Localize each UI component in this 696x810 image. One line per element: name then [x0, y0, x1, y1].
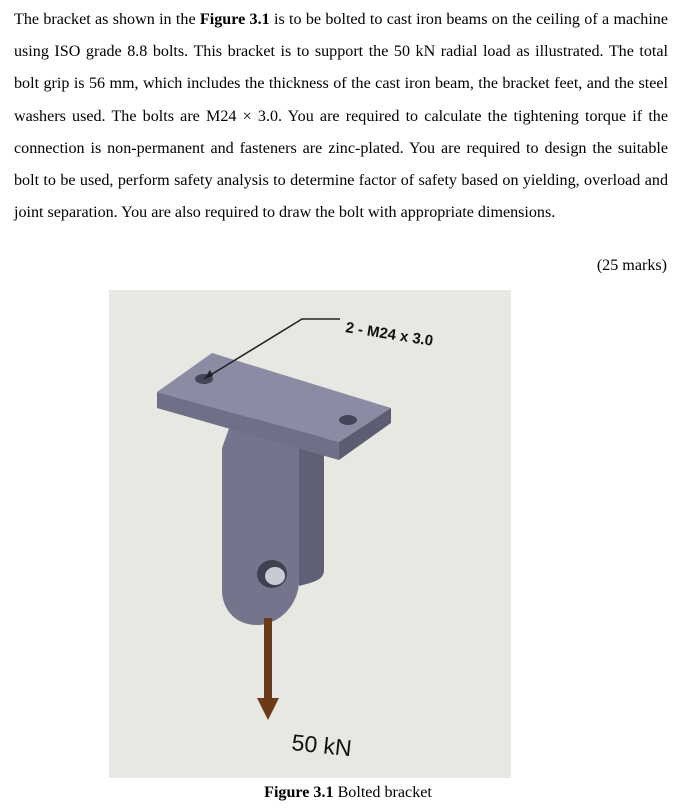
load-label: 50 kN: [290, 729, 353, 762]
caption-number: Figure 3.1: [264, 784, 334, 801]
figure-reference: Figure 3.1: [199, 11, 270, 28]
bolt-spec-label: 2 - M24 x 3.0: [344, 319, 435, 350]
bracket-figure: [109, 290, 511, 778]
figure-caption: [0, 783, 696, 803]
caption-text: Bolted bracket: [333, 784, 432, 801]
problem-text-part2: is to be bolted to cast iron beams on the ceiling of a machine using ISO grade 8.8 bolts. This bracket is to support the 50 kN radial load as illustrated. The total bolt grip is 56 mm, which includes the thickness of the cast iron beam, the bracket feet, and the steel washers used. The bolts are M24 × 3.0. You are required to calculate the tightening torque if the connection is non-permanent and fasteners are zinc-plated. You are required to design the suitable bolt to be used, perform safety analysis to determine factor of safety based on yielding, overload and joint separation. You are also required to draw the bolt with appropriate dimensions.: [14, 11, 668, 222]
load-arrow-shaft: [264, 618, 272, 698]
load-arrow-head: [257, 698, 279, 720]
bracket-web: [222, 416, 299, 625]
lug-hole-inner: [265, 567, 285, 585]
marks-label: (25 marks): [596, 257, 667, 274]
problem-statement: [14, 4, 668, 229]
bracket-drawing: [109, 290, 511, 778]
bolt-hole-2: [339, 415, 357, 425]
problem-text-part1: The bracket as shown in the: [14, 11, 200, 28]
